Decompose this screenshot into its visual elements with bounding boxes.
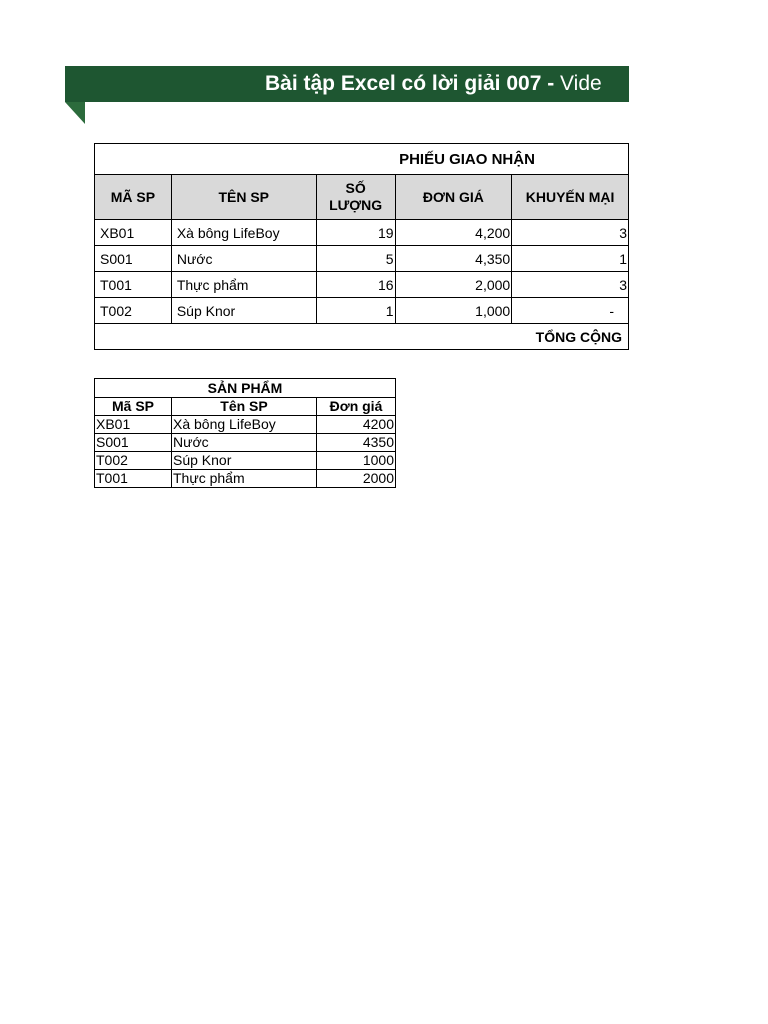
code-cell: XB01 [95,220,172,246]
code-cell: T001 [95,272,172,298]
price-cell: 4,350 [395,246,512,272]
table-row [95,434,396,452]
price-cell: 2,000 [395,272,512,298]
table-row [95,272,629,298]
name-cell: Súp Knor [172,452,317,470]
table-row [95,452,396,470]
table-row [95,220,629,246]
code-cell: T002 [95,298,172,324]
price-cell: 4350 [317,434,396,452]
banner-title [265,70,602,98]
name-cell: Thực phẩm [171,272,316,298]
code-cell: T001 [95,470,172,488]
price-cell: 4200 [317,416,396,434]
code-cell: XB01 [95,416,172,434]
code-cell: S001 [95,246,172,272]
header-cell: Tên SP [172,398,317,416]
promo-cell: 3 [512,220,629,246]
name-cell: Nước [171,246,316,272]
promo-cell: 3 [512,272,629,298]
delivery-table [94,143,629,350]
header-cell: KHUYẾN MẠI [512,175,629,220]
code-cell: S001 [95,434,172,452]
delivery-title: PHIẾU GIAO NHẬN [95,144,629,175]
price-cell: 1000 [317,452,396,470]
header-cell: MÃ SP [95,175,172,220]
table-row [95,298,629,324]
price-cell: 4,200 [395,220,512,246]
banner-fold-shape [65,102,85,124]
products-title: SẢN PHẨM [95,379,396,398]
table-row [95,246,629,272]
banner-title-rest: Vide [554,72,602,95]
table-row [95,416,396,434]
name-cell: Thực phẩm [172,470,317,488]
name-cell: Nước [172,434,317,452]
qty-cell: 5 [316,246,395,272]
qty-cell: 16 [316,272,395,298]
banner-title-bold: Bài tập Excel có lời giải 007 - [265,72,555,95]
delivery-sheet [94,143,629,353]
price-cell: 1,000 [395,298,512,324]
qty-cell: 1 [316,298,395,324]
code-cell: T002 [95,452,172,470]
promo-cell: 1 [512,246,629,272]
title-banner [65,66,629,102]
header-cell: SỐ LƯỢNG [316,175,395,220]
name-cell: Súp Knor [171,298,316,324]
price-cell: 2000 [317,470,396,488]
header-cell: Mã SP [95,398,172,416]
table-row [95,470,396,488]
header-cell: Đơn giá [317,398,396,416]
name-cell: Xà bông LifeBoy [172,416,317,434]
qty-cell: 19 [316,220,395,246]
name-cell: Xà bông LifeBoy [171,220,316,246]
header-cell: TÊN SP [171,175,316,220]
total-label: TỔNG CỘNG [95,324,629,350]
header-cell: ĐƠN GIÁ [395,175,512,220]
promo-cell: - [512,298,629,324]
products-table [94,378,396,488]
